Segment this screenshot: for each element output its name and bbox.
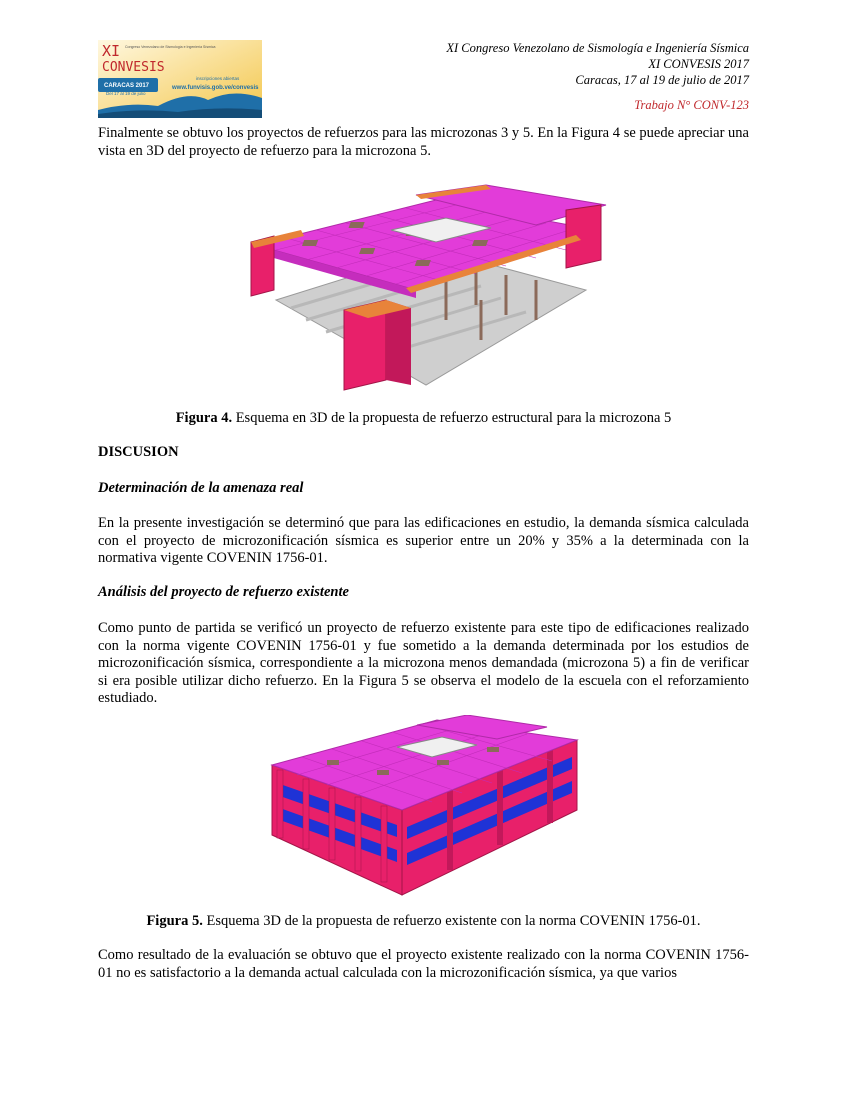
figure-5-caption-text: Esquema 3D de la propuesta de refuerzo existente con la norma COVENIN 1756-01. [202,913,701,929]
figure-4-image [246,180,611,402]
figure-5-3d-model [267,715,582,907]
convesis-logo-graphic [98,40,262,118]
figure-4-3d-model [246,180,611,402]
figure-4-caption-text: Esquema en 3D de la propuesta de refuerzo estructural para la microzona 5 [232,410,672,426]
logo-url: www.funvisis.gob.ve/convesis [172,85,259,91]
figure-4-caption [98,410,749,427]
figure-5-label: Figura 5. [146,913,203,929]
header-location-dates: Caracas, 17 al 19 de julio de 2017 [575,73,749,87]
figure-5-image [267,715,582,907]
header-edition: XI CONVESIS 2017 [648,57,749,71]
convesis-logo [98,40,262,118]
header-work-id: Trabajo N° CONV-123 [634,98,749,112]
paragraph-resultado: Como resultado de la evaluación se obtuvo que el proyecto existente realizado con la norma COVENIN 1756-01 no es satisfactorio a la demanda actual calculada con la microzonificación sísmica, ya que varios [98,947,749,981]
intro-paragraph: Finalmente se obtuvo los proyectos de refuerzos para las microzonas 3 y 5. En la Figura 4 se puede apreciar una vista en 3D del proyecto de refuerzo para la microzona 5. [98,125,749,159]
section-heading-discusion: DISCUSION [98,444,179,460]
figure-4-label: Figura 4. [175,410,233,426]
paragraph-amenaza-real: En la presente investigación se determinó que para las edificaciones en estudio, la demanda sísmica calculada con el proyecto de microzonificación sísmica es superior entre un 20% y 35% a la determinada con la normativa vigente COVENIN 1756-01. [98,515,749,567]
subsection-amenaza-real: Determinación de la amenaza real [98,480,304,496]
subsection-refuerzo-existente: Análisis del proyecto de refuerzo existente [98,584,349,600]
logo-dates: Del 17 al 19 de julio [106,91,146,96]
logo-name: CONVESIS [102,60,165,75]
figure-5-caption [98,913,749,930]
paragraph-refuerzo-existente: Como punto de partida se verificó un proyecto de refuerzo existente para este tipo de edificaciones realizado con la norma vigente COVENIN 1756-01 y fue sometido a la demanda determinada por los estudios de microzonificación sísmica, correspondiente a la microzona menos demandada (microzona 5) a fin de verificar si era posible utilizar dicho refuerzo. En la Figura 5 se observa el modelo de la escuela con el reforzamiento estudiado. [98,620,749,707]
logo-roman: XI [102,42,121,60]
logo-inscriptions: inscripciones abiertas [196,76,240,81]
logo-city-badge: CARACAS 2017 [104,83,150,89]
logo-small-text: Congreso Venezolano de Sismología e Ingeniería Sísmica [125,45,216,49]
header-conference: XI Congreso Venezolano de Sismología e Ingeniería Sísmica [446,41,749,55]
